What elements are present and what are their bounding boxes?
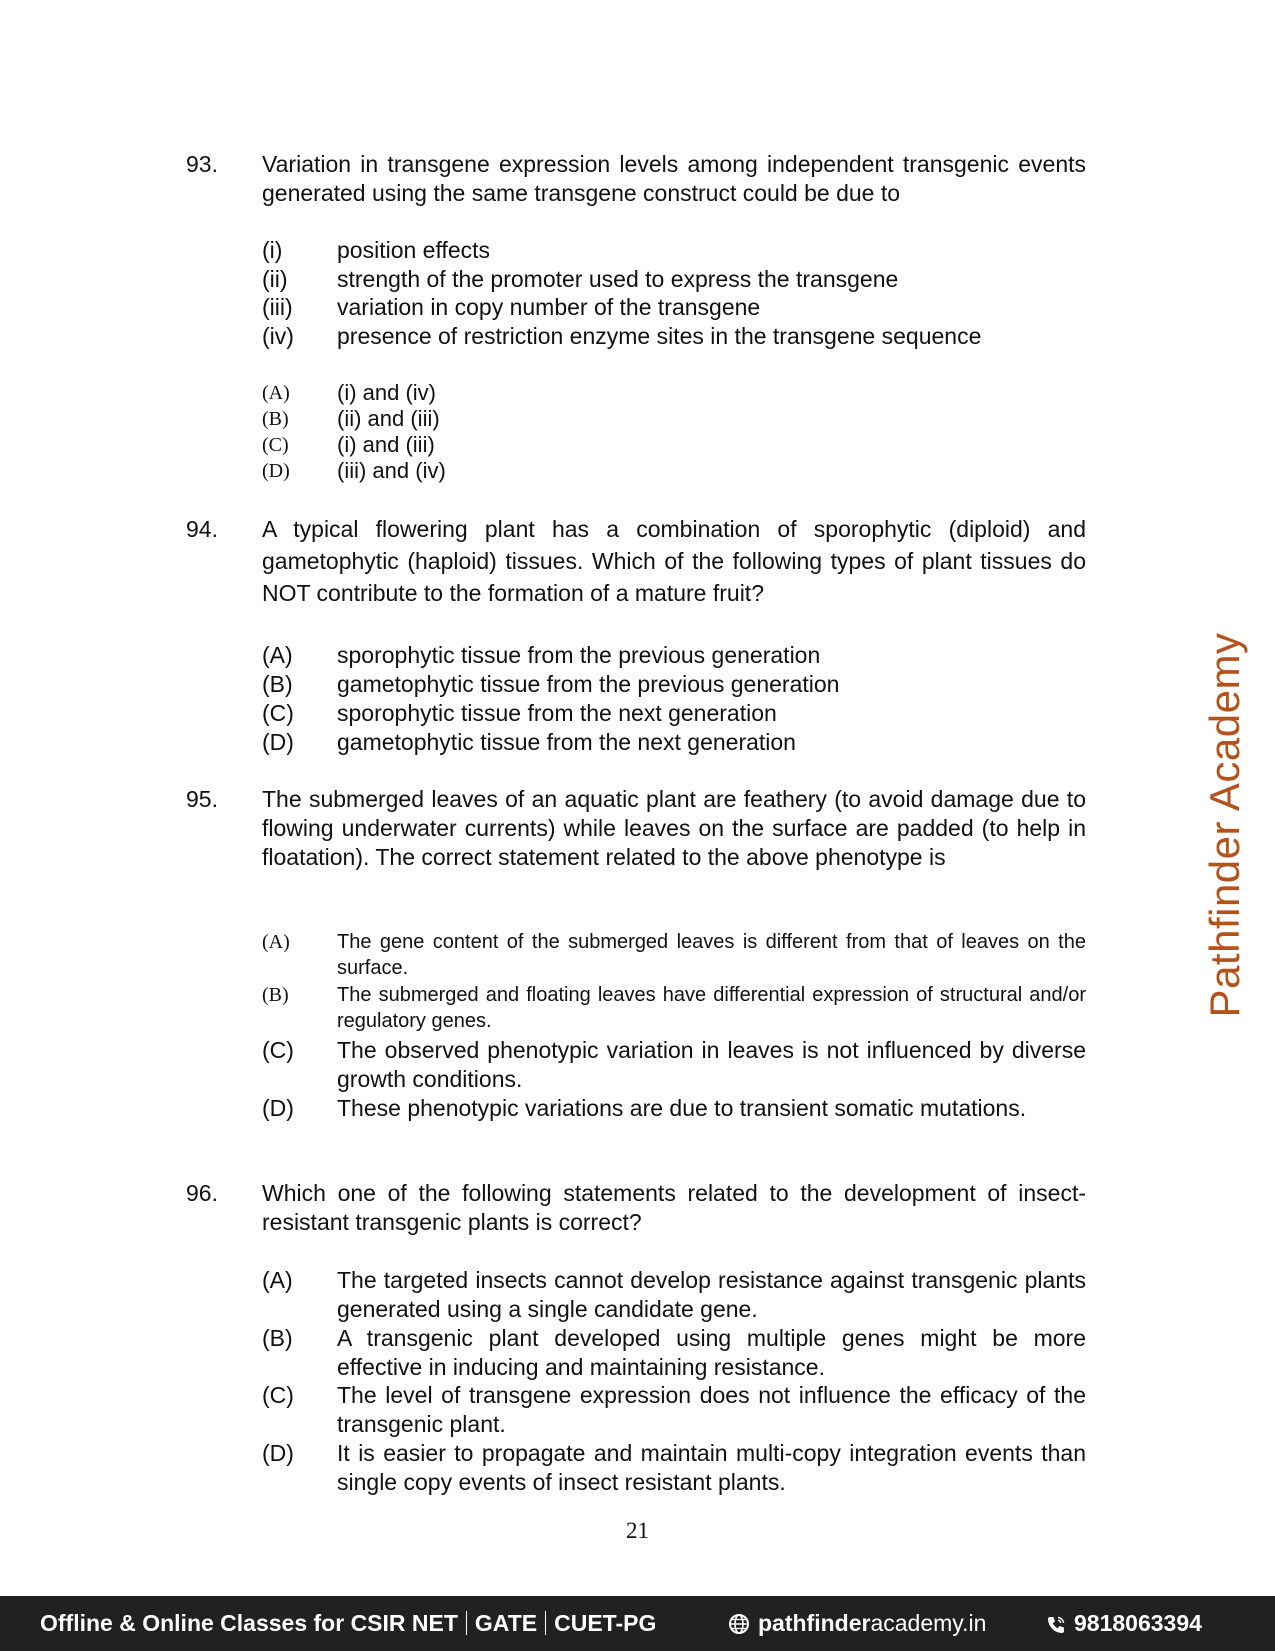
option-label: (A) (262, 1267, 293, 1293)
option-text: sporophytic tissue from the next generation (337, 700, 777, 726)
option-text: (i) and (iv) (337, 380, 437, 405)
option-label: (B) (262, 671, 293, 697)
option-text: The observed phenotypic variation in leaves is not influenced by diverse growth conditions. (337, 1037, 1086, 1092)
option-text: gametophytic tissue from the next generation (337, 729, 796, 755)
option-text: gametophytic tissue from the previous generation (337, 671, 840, 697)
option-label: (B) (262, 984, 289, 1006)
globe-icon (728, 1613, 750, 1635)
option-text: These phenotypic variations are due to transient somatic mutations. (337, 1095, 1027, 1121)
option-label: (D) (262, 460, 290, 482)
option-text: The gene content of the submerged leaves is different from that of leaves on the surface. (337, 931, 1086, 979)
statement-text: variation in copy number of the transgene (337, 294, 761, 320)
question-number: 96. (186, 1180, 218, 1206)
option-label: (C) (262, 1037, 294, 1063)
option-text: sporophytic tissue from the previous generation (337, 642, 821, 668)
statement-label: (iii) (262, 294, 293, 320)
website-light: academy.in (870, 1610, 987, 1636)
option-label: (D) (262, 729, 294, 755)
option-text: The targeted insects cannot develop resistance against transgenic plants generated using a single candidate gene. (337, 1267, 1086, 1322)
statement-text: presence of restriction enzyme sites in the transgene sequence (337, 323, 982, 349)
statement-text: strength of the promoter used to express the transgene (337, 266, 899, 292)
option-label: (C) (262, 1382, 294, 1408)
footer-cuet: CUET-PG (554, 1610, 657, 1636)
option-text: (i) and (iii) (337, 432, 435, 457)
question-text: Variation in transgene expression levels among independent transgenic events generated using the same transgene construct could be due to (262, 151, 1086, 206)
statement-label: (i) (262, 237, 283, 263)
option-label: (C) (262, 700, 294, 726)
footer-classes (40, 1610, 656, 1637)
option-label: (D) (262, 1095, 294, 1121)
option-text: (iii) and (iv) (337, 458, 446, 483)
option-text: A transgenic plant developed using multiple genes might be more effective in inducing and maintaining resistance. (337, 1325, 1086, 1380)
page-number: 21 (626, 1518, 649, 1543)
footer-gate: GATE (474, 1610, 538, 1636)
footer-website-link[interactable] (728, 1610, 986, 1637)
phone-icon (1046, 1615, 1066, 1635)
footer-divider (545, 1611, 546, 1635)
phone-number: 9818063394 (1074, 1610, 1202, 1636)
option-label: (B) (262, 1325, 293, 1351)
question-text: Which one of the following statements related to the development of insect-resistant transgenic plants is correct? (262, 1180, 1086, 1235)
option-label: (A) (262, 642, 293, 668)
footer-divider (466, 1611, 467, 1635)
question-number: 94. (186, 516, 218, 542)
statement-label: (ii) (262, 266, 288, 292)
question-text: A typical flowering plant has a combination of sporophytic (diploid) and gametophytic (haploid) tissues. Which of the following types of plant tissues do NOT contribute to the formation of a mature fruit? (262, 516, 1086, 606)
question-number: 93. (186, 151, 218, 177)
question-number: 95. (186, 786, 218, 812)
footer-classes-text: Offline & Online Classes for CSIR NET (40, 1610, 458, 1636)
question-text: The submerged leaves of an aquatic plant are feathery (to avoid damage due to flowing underwater currents) while leaves on the surface are padded (to help in floatation). The correct statement related to the above phenotype is (262, 786, 1086, 870)
option-text: The submerged and floating leaves have differential expression of structural and/or regulatory genes. (337, 984, 1086, 1032)
option-label: (D) (262, 1440, 294, 1466)
footer-phone[interactable] (1046, 1610, 1202, 1637)
website-bold: pathfinder (758, 1610, 871, 1636)
statement-text: position effects (337, 237, 491, 263)
statement-label: (iv) (262, 323, 294, 349)
option-text: (ii) and (iii) (337, 406, 440, 431)
watermark-text: Pathfinder Academy (1201, 632, 1248, 1018)
option-label: (A) (262, 382, 290, 404)
option-label: (A) (262, 931, 290, 953)
option-label: (B) (262, 408, 289, 430)
option-text: It is easier to propagate and maintain multi-copy integration events than single copy events of insect resistant plants. (337, 1440, 1086, 1495)
option-text: The level of transgene expression does not influence the efficacy of the transgenic plant. (337, 1382, 1086, 1437)
footer-banner (0, 1596, 1275, 1651)
option-label: (C) (262, 434, 289, 456)
